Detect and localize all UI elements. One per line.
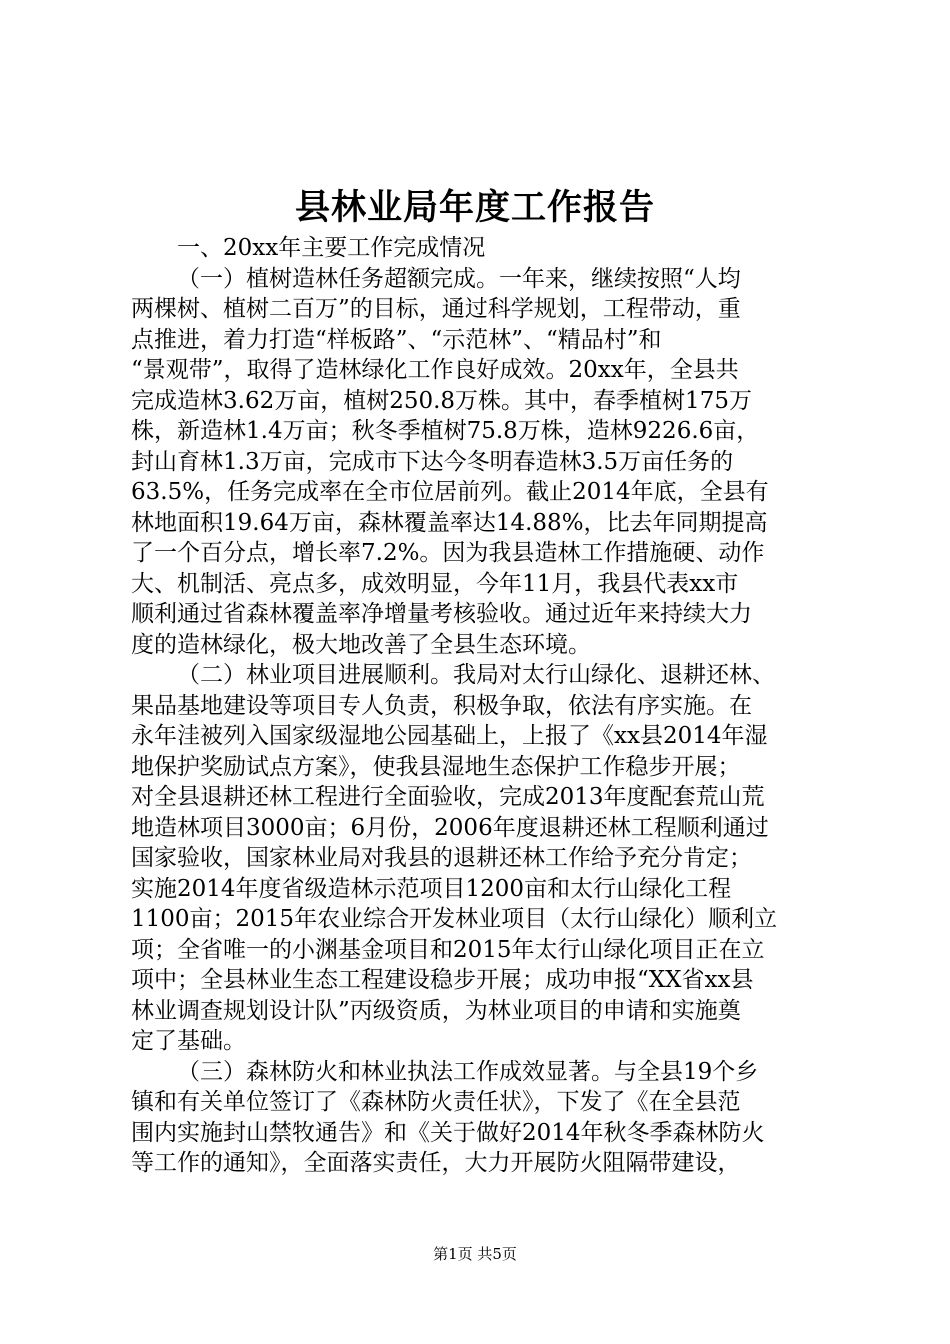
paragraph-line: 林业调查规划设计队”丙级资质，为林业项目的申请和实施奠 <box>131 997 741 1024</box>
paragraph-line: 定了基础。 <box>131 1028 246 1054</box>
paragraph-line: 封山育林1.3万亩，完成市下达今冬明春造林3.5万亩任务的 <box>131 448 734 475</box>
paragraph-line: （三）森林防火和林业执法工作成效显著。与全县19个乡 <box>177 1058 759 1085</box>
paragraph-line: 度的造林绿化，极大地改善了全县生态环境。 <box>131 631 591 658</box>
paragraph-line: 永年洼被列入国家级湿地公园基础上，上报了《xx县2014年湿 <box>131 723 768 749</box>
paragraph-line: 大、机制活、亮点多，成效明显，今年11月，我县代表xx市 <box>131 570 739 597</box>
paragraph-line: 对全县退耕还林工程进行全面验收，完成2013年度配套荒山荒 <box>131 784 765 810</box>
paragraph-line: 项中；全县林业生态工程建设稳步开展；成功申报“XX省xx县 <box>131 967 754 993</box>
paragraph-line: 等工作的通知》，全面落实责任，大力开展防火阻隔带建设， <box>131 1150 741 1176</box>
paragraph-line: 了一个百分点，增长率7.2%。因为我县造林工作措施硬、动作 <box>131 540 765 566</box>
paragraph-line: 国家验收，国家林业局对我县的退耕还林工作给予充分肯定； <box>131 845 752 871</box>
paragraph-line: “景观带”，取得了造林绿化工作良好成效。20xx年，全县共 <box>131 357 739 383</box>
paragraph-line: 林地面积19.64万亩，森林覆盖率达14.88%，比去年同期提高 <box>131 509 768 536</box>
section-heading: 一、20xx年主要工作完成情况 <box>177 235 486 261</box>
paragraph-line: 项；全省唯一的小渊基金项目和2015年太行山绿化项目正在立 <box>131 936 765 963</box>
paragraph-line: 果品基地建设等项目专人负责，积极争取，依法有序实施。在 <box>131 692 752 719</box>
document-title: 县林业局年度工作报告 <box>294 187 655 228</box>
paragraph-line: 顺利通过省森林覆盖率净增量考核验收。通过近年来持续大力 <box>131 601 752 627</box>
paragraph-line: 完成造林3.62万亩，植树250.8万株。其中，春季植树175万 <box>131 387 752 414</box>
paragraph-line: 点推进，着力打造“样板路”、“示范林”、“精品村”和 <box>131 326 662 353</box>
paragraph-line: 镇和有关单位签订了《森林防火责任状》，下发了《在全县范 <box>131 1089 741 1115</box>
paragraph-line: 两棵树、植树二百万”的目标，通过科学规划，工程带动，重 <box>131 296 741 322</box>
paragraph-line: （一）植树造林任务超额完成。一年来，继续按照“人均 <box>177 265 741 292</box>
paragraph-line: 实施2014年度省级造林示范项目1200亩和太行山绿化工程 <box>131 875 732 902</box>
paragraph-line: 围内实施封山禁牧通告》和《关于做好2014年秋冬季森林防火 <box>131 1119 765 1146</box>
paragraph-line: 63.5%，任务完成率在全市位居前列。截止2014年底，全县有 <box>131 479 769 505</box>
paragraph-forestry-projects <box>131 660 826 1057</box>
paragraph-line: 地保护奖励试点方案》，使我县湿地生态保护工作稳步开展； <box>131 753 741 780</box>
paragraph-line: （二）林业项目进展顺利。我局对太行山绿化、退耕还林、 <box>177 662 775 688</box>
paragraph-fire-prevention <box>131 1057 826 1179</box>
page-number-footer: 第1页 共5页 <box>433 1245 517 1263</box>
document-body <box>131 233 826 1179</box>
paragraph-line: 地造林项目3000亩；6月份，2006年度退耕还林工程顺利通过 <box>131 814 769 841</box>
paragraph-line: 1100亩；2015年农业综合开发林业项目（太行山绿化）顺利立 <box>131 906 778 932</box>
paragraph-afforestation <box>131 264 826 661</box>
paragraph-line: 株，新造林1.4万亩；秋冬季植树75.8万株，造林9226.6亩， <box>131 418 760 444</box>
